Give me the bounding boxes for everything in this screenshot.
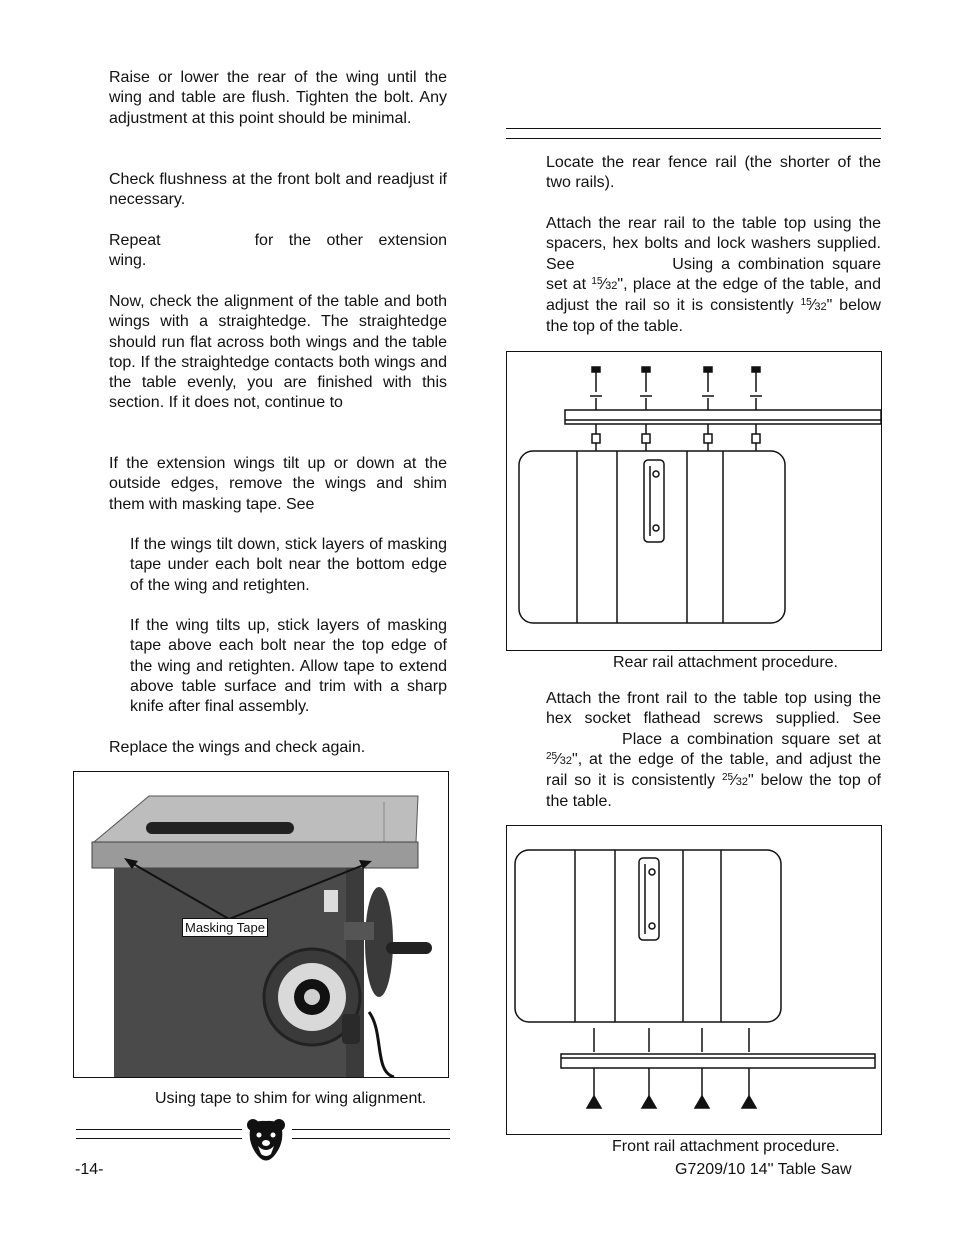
paragraph: Check flushness at the front bolt and readjust if necessary. [109, 171, 447, 209]
paragraph: If the extension wings tilt up or down at the outside edges, remove the wings and shim them with masking tape. See [109, 455, 447, 513]
paragraph [546, 689, 881, 813]
hex-bolt-icon [590, 367, 602, 410]
paragraph: Replace the wings and check again. [109, 739, 366, 756]
paragraph-text: Attach the rear rail to the table top using the spacers, hex bolts and lock washers supplied. See [546, 215, 881, 273]
section-rule [506, 138, 881, 139]
fraction: $^{25}$⁄32 [546, 750, 573, 768]
paragraph-text: Attach the front rail to the table top using the hex socket flathead screws supplied. See [546, 690, 881, 728]
paragraph [109, 231, 447, 272]
section-rule [506, 128, 881, 129]
page-number: -14- [75, 1161, 104, 1178]
masking-tape-label: Masking Tape [182, 918, 268, 937]
figure-caption: Front rail attachment procedure. [612, 1138, 840, 1155]
paragraph: If the wings tilt down, stick layers of masking tape under each bolt near the bottom edge of the wing and retighten. [130, 536, 447, 594]
paragraph: If the wing tilts up, stick layers of masking tape above each bolt near the top edge of the wing and retighten. Allow tape to extend above table surface and trim with a sharp knife after final assembly. [130, 617, 447, 716]
paragraph-text: ", at the edge of the table, and adjust the rail so it is consistently [546, 750, 881, 790]
fraction: $^{15}$⁄32 [800, 297, 827, 315]
footer-rule [292, 1138, 450, 1139]
front-rail-figure [506, 825, 882, 1135]
fraction: $^{15}$⁄32 [591, 275, 618, 293]
paragraph-text: " below the top of the table. [546, 772, 881, 811]
paragraph: Now, check the alignment of the table and both wings with a straightedge. The straightedge should run flat across both wings and the table top. If the straightedge contacts both wings and the table evenly, you are finished with this section. If it does not, continue to [109, 293, 447, 412]
paragraph-text: ", place at the edge of the table, and adjust the rail so it is consistently [546, 275, 881, 315]
paragraph: Raise or lower the rear of the wing until the wing and table are flush. Tighten the bolt. Any adjustment at this point should be minimal. [109, 69, 447, 127]
paragraph-text: Repeat [109, 232, 161, 249]
paragraph-text: for the other extension wing. [109, 232, 447, 270]
paragraph-text: Place a combination square set at [622, 730, 881, 748]
masking-tape-photo [73, 771, 449, 1078]
paragraph [546, 214, 881, 338]
rear-rail-diagram [507, 352, 881, 650]
paragraph-text: Using a combination square set at [546, 255, 881, 293]
paragraph-text: " below the top of the table. [546, 297, 881, 336]
figure-caption: Rear rail attachment procedure. [613, 654, 838, 671]
fraction: $^{25}$⁄32 [721, 772, 749, 790]
grizzly-bear-logo-icon [246, 1118, 286, 1166]
rear-rail-figure [506, 351, 882, 651]
figure-caption: Using tape to shim for wing alignment. [155, 1090, 427, 1107]
front-rail-diagram [507, 826, 881, 1134]
footer-rule [76, 1138, 242, 1139]
footer-rule [76, 1129, 242, 1130]
model-name: G7209/10 14'' Table Saw [675, 1161, 852, 1178]
paragraph: Locate the rear fence rail (the shorter of the two rails). [546, 154, 881, 192]
footer-rule [292, 1129, 450, 1130]
